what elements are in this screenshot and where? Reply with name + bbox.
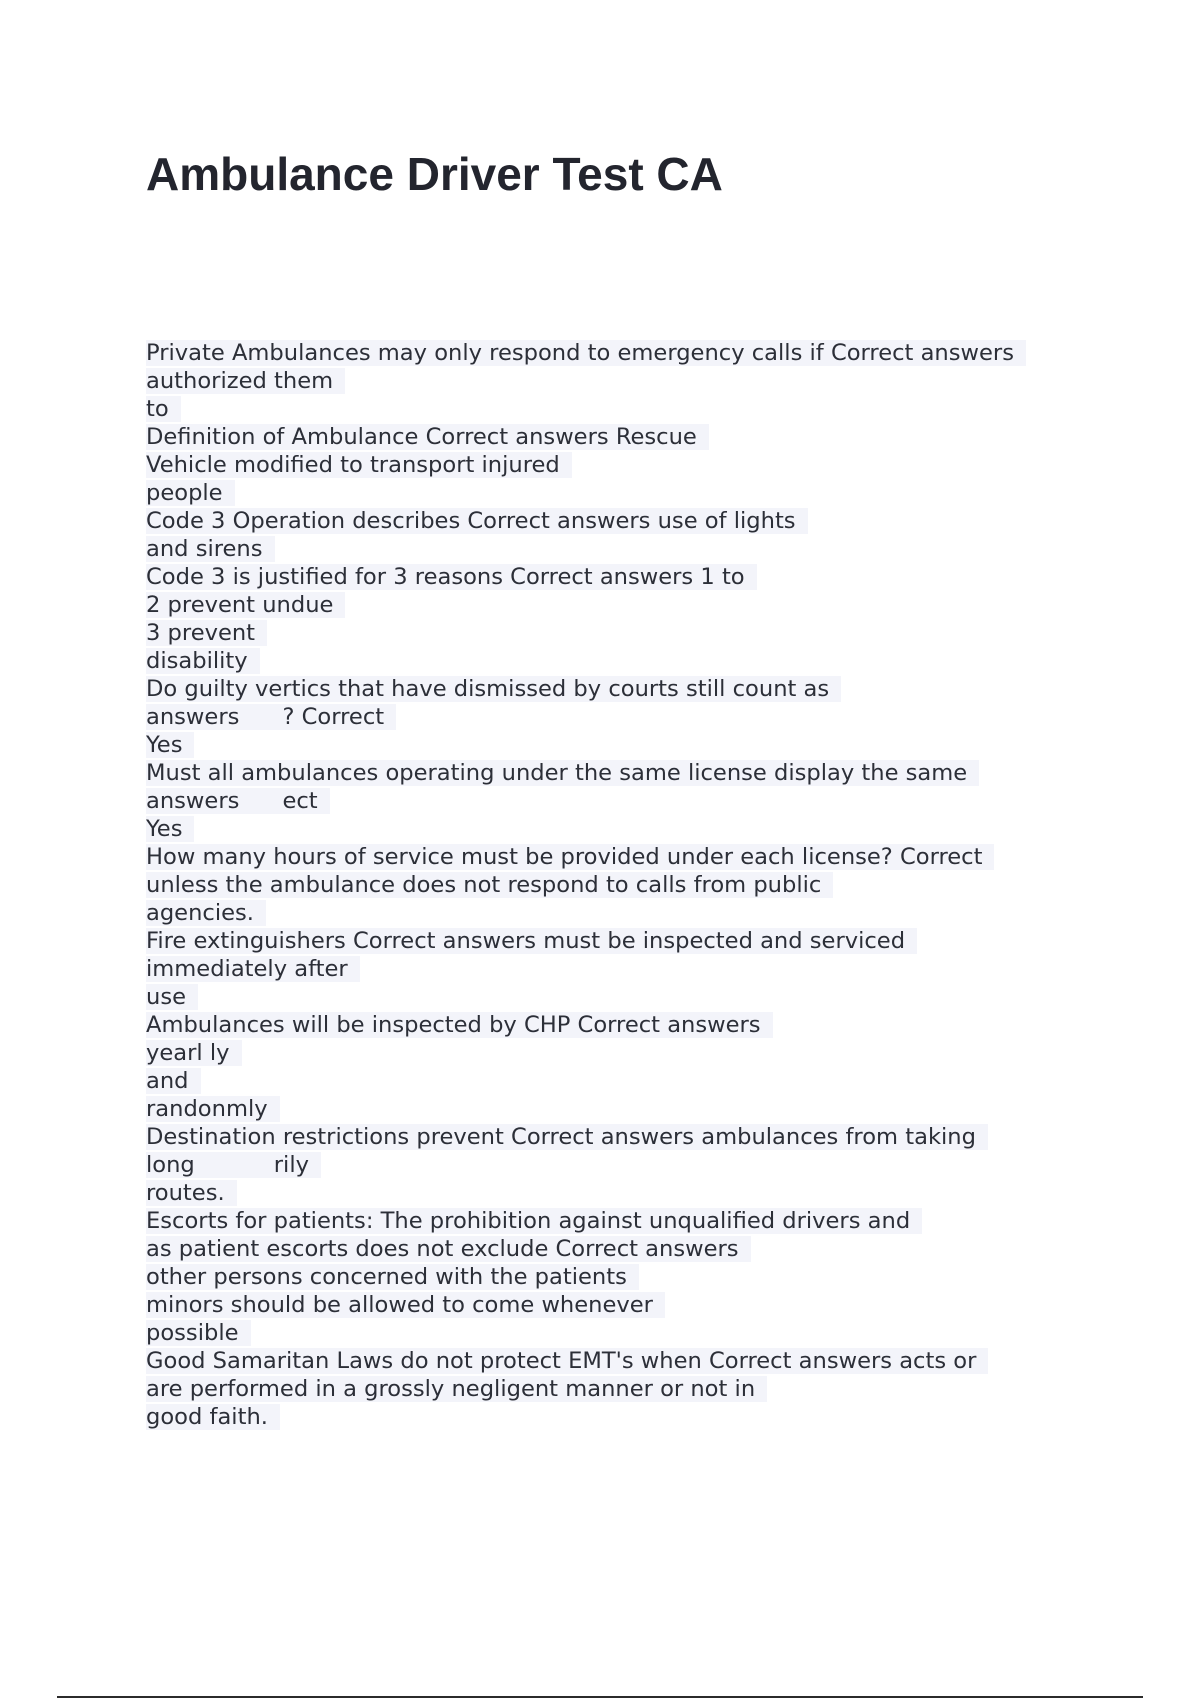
text-line-content: minors should be allowed to come whenever xyxy=(146,1292,665,1318)
text-line xyxy=(146,983,1096,1011)
text-line xyxy=(146,591,1096,619)
text-line xyxy=(146,1403,1096,1431)
text-line-content: 3 prevent xyxy=(146,620,267,646)
text-line-content: How many hours of service must be provided under each license? Correct xyxy=(146,844,994,870)
text-line-content: Private Ambulances may only respond to emergency calls if Correct answers xyxy=(146,340,1026,366)
text-line xyxy=(146,675,1096,703)
text-line xyxy=(146,899,1096,927)
text-line xyxy=(146,395,1096,423)
text-line xyxy=(146,871,1096,899)
text-line xyxy=(146,619,1096,647)
text-line xyxy=(146,1011,1096,1039)
text-line-content: to xyxy=(146,396,181,422)
text-line-content: 2 prevent undue xyxy=(146,592,345,618)
text-line xyxy=(146,1347,1096,1375)
text-line-content: answers ect xyxy=(146,788,330,814)
text-line-content: immediately after xyxy=(146,956,360,982)
page-title: Ambulance Driver Test CA xyxy=(146,148,723,200)
text-line-content: unless the ambulance does not respond to calls from public xyxy=(146,872,833,898)
text-line-content: Escorts for patients: The prohibition against unqualified drivers and xyxy=(146,1208,922,1234)
text-line-content: and sirens xyxy=(146,536,275,562)
text-line xyxy=(146,451,1096,479)
text-line-content: use xyxy=(146,984,198,1010)
text-line xyxy=(146,1207,1096,1235)
text-line xyxy=(146,1067,1096,1095)
document-body xyxy=(146,339,1096,1431)
text-line xyxy=(146,1179,1096,1207)
footer-divider xyxy=(57,1696,1143,1698)
text-line-content: Yes xyxy=(146,732,194,758)
text-line-content: Yes xyxy=(146,816,194,842)
text-line xyxy=(146,703,1096,731)
text-line xyxy=(146,1263,1096,1291)
text-line-content: people xyxy=(146,480,235,506)
text-line-content: agencies. xyxy=(146,900,266,926)
text-line-content: Definition of Ambulance Correct answers Rescue xyxy=(146,424,709,450)
text-line xyxy=(146,367,1096,395)
text-line-content: yearl ly xyxy=(146,1040,242,1066)
text-line xyxy=(146,563,1096,591)
text-line xyxy=(146,1095,1096,1123)
text-line-content: possible xyxy=(146,1320,251,1346)
text-line-content: long rily xyxy=(146,1152,321,1178)
text-line-content: randonmly xyxy=(146,1096,280,1122)
text-line xyxy=(146,787,1096,815)
text-line-content: Ambulances will be inspected by CHP Correct answers xyxy=(146,1012,773,1038)
text-line-content: are performed in a grossly negligent manner or not in xyxy=(146,1376,767,1402)
text-line xyxy=(146,1039,1096,1067)
text-line-content: Code 3 is justified for 3 reasons Correct answers 1 to xyxy=(146,564,757,590)
text-line xyxy=(146,535,1096,563)
text-line xyxy=(146,815,1096,843)
text-line xyxy=(146,759,1096,787)
text-line xyxy=(146,507,1096,535)
text-line-content: disability xyxy=(146,648,260,674)
text-line xyxy=(146,1151,1096,1179)
text-line xyxy=(146,339,1096,367)
text-line-content: Code 3 Operation describes Correct answers use of lights xyxy=(146,508,808,534)
text-line xyxy=(146,731,1096,759)
text-line-content: Destination restrictions prevent Correct answers ambulances from taking xyxy=(146,1124,988,1150)
text-line xyxy=(146,1291,1096,1319)
text-line-content: other persons concerned with the patients xyxy=(146,1264,639,1290)
text-line xyxy=(146,1319,1096,1347)
text-line xyxy=(146,647,1096,675)
text-line xyxy=(146,843,1096,871)
text-line-content: routes. xyxy=(146,1180,237,1206)
text-line xyxy=(146,927,1096,955)
text-line xyxy=(146,1375,1096,1403)
text-line-content: Do guilty vertics that have dismissed by courts still count as xyxy=(146,676,841,702)
text-line xyxy=(146,1123,1096,1151)
text-line-content: Vehicle modified to transport injured xyxy=(146,452,572,478)
text-line-content: Good Samaritan Laws do not protect EMT's when Correct answers acts or xyxy=(146,1348,988,1374)
text-line-content: Must all ambulances operating under the same license display the same xyxy=(146,760,979,786)
text-line-content: authorized them xyxy=(146,368,345,394)
text-line-content: Fire extinguishers Correct answers must be inspected and serviced xyxy=(146,928,917,954)
text-line xyxy=(146,955,1096,983)
text-line xyxy=(146,479,1096,507)
text-line xyxy=(146,423,1096,451)
text-line-content: good faith. xyxy=(146,1404,280,1430)
text-line xyxy=(146,1235,1096,1263)
text-line-content: answers ? Correct xyxy=(146,704,396,730)
text-line-content: and xyxy=(146,1068,201,1094)
text-line-content: as patient escorts does not exclude Correct answers xyxy=(146,1236,751,1262)
